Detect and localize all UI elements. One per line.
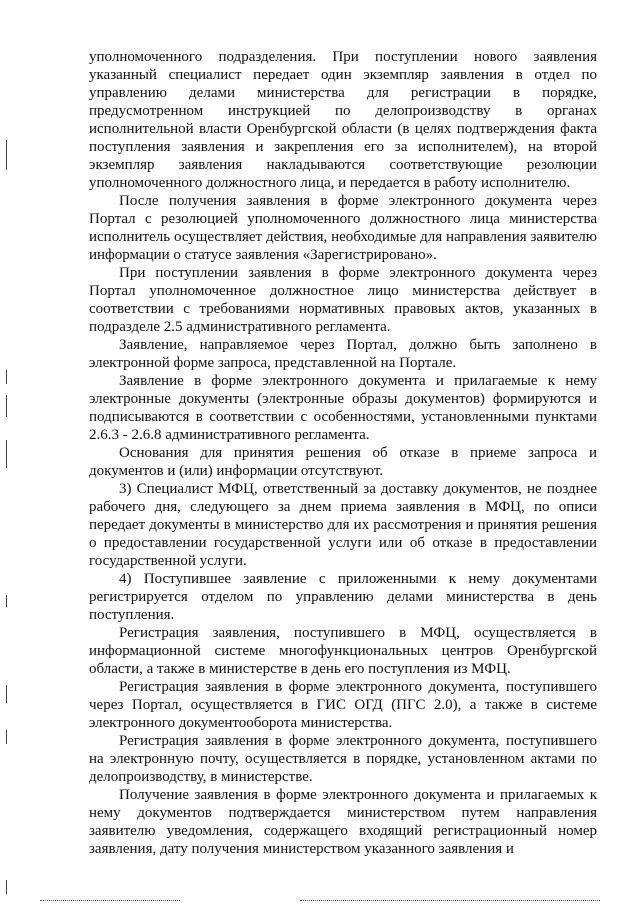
paragraph: После получения заявления в форме электронного документа через Портал с резолюцией уполномоченного должностного лица министерства исполнитель осуществляет действия, необходимые для направления заявителю информации о статусе заявления «Зарегистрировано». <box>89 193 597 263</box>
scan-margin-mark <box>6 395 7 417</box>
paragraph: Основания для принятия решения об отказе в приеме запроса и документов и (или) информации отсутствуют. <box>89 445 597 479</box>
scan-margin-mark <box>6 685 7 703</box>
paragraph: Заявление в форме электронного документа и прилагаемые к нему электронные документы (электронные образы документов) формируются и подписываются в соответствии с особенностями, установленными пунктами 2.6.3 - 2.6.8 административного регламента. <box>89 373 597 443</box>
paragraph: Регистрация заявления в форме электронного документа, поступившего на электронную почту, осуществляется в порядке, установленном актами по делопроизводству, в министерстве. <box>89 733 597 785</box>
scan-bottom-dots <box>40 899 180 901</box>
paragraph: Регистрация заявления в форме электронного документа, поступившего через Портал, осуществляется в ГИС ОГД (ПГС 2.0), а также в системе электронного документооборота министерства. <box>89 679 597 731</box>
paragraph: Регистрация заявления, поступившего в МФЦ, осуществляется в информационной системе многофункциональных центров Оренбургской области, а также в министерстве в день его поступления из МФЦ. <box>89 625 597 677</box>
scan-margin-mark <box>6 370 7 384</box>
paragraph: Заявление, направляемое через Портал, должно быть заполнено в электронной форме запроса, представленной на Портале. <box>89 337 597 371</box>
scan-margin-mark <box>6 140 7 170</box>
scan-margin-mark <box>6 440 7 468</box>
scan-bottom-dots <box>300 899 600 901</box>
document-body <box>89 48 597 858</box>
paragraph: 3) Специалист МФЦ, ответственный за доставку документов, не позднее рабочего дня, следующего за днем приема заявления в МФЦ, по описи передает документы в министерство для их рассмотрения и принятия решения о предоставлении государственной услуги или об отказе в предоставлении государственной услуги. <box>89 481 597 569</box>
scan-margin-mark <box>6 880 7 894</box>
scan-margin-mark <box>6 730 7 744</box>
paragraph: Получение заявления в форме электронного документа и прилагаемых к нему документов подтверждается министерством путем направления заявителю уведомления, содержащего входящий регистрационный номер заявления, дату получения министерством указанного заявления и <box>89 787 597 857</box>
paragraph: 4) Поступившее заявление с приложенными к нему документами регистрируется отделом по управлению делами министерства в день поступления. <box>89 571 597 623</box>
scan-margin-mark <box>6 595 7 607</box>
paragraph: уполномоченного подразделения. При поступлении нового заявления указанный специалист передает один экземпляр заявления в отдел по управлению делами министерства для регистрации в порядке, предусмотренном инструкцией по делопроизводству в органах исполнительной власти Оренбургской области (в целях подтверждения факта поступления заявления и закрепления его за исполнителем), на второй экземпляр заявления накладываются соответствующие резолюции уполномоченного должностного лица, и передается в работу исполнителю. <box>89 49 597 191</box>
paragraph: При поступлении заявления в форме электронного документа через Портал уполномоченное должностное лицо министерства действует в соответствии с требованиями нормативных правовых актов, указанных в подразделе 2.5 административного регламента. <box>89 265 597 335</box>
